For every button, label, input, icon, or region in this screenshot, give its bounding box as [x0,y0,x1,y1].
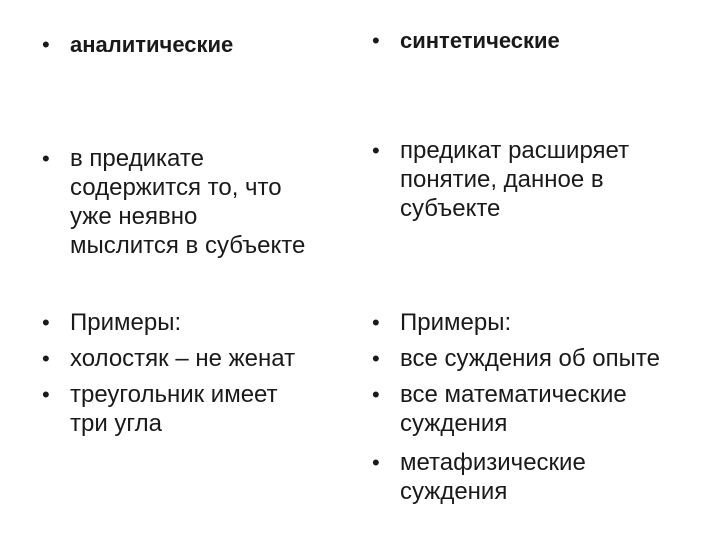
left-heading-item [40,30,233,60]
bullet: • [372,138,380,163]
right-example-2: все математические суждения [400,381,627,437]
bullet: • [42,382,50,407]
right-example-item [370,380,627,438]
bullet: • [372,346,380,371]
left-example-1: холостяк – не женат [70,345,296,372]
bullet: • [372,310,380,335]
left-definition-item [40,144,305,260]
left-example-item [40,380,278,438]
bullet: • [372,28,380,53]
bullet: • [42,146,50,171]
right-example-label-item [370,308,511,338]
right-heading: синтетические [400,28,560,53]
right-definition: предикат расширяет понятие, данное в субъекте [400,137,630,222]
right-example-item [370,344,660,374]
bullet: • [42,32,50,57]
bullet: • [372,382,380,407]
bullet: • [42,346,50,371]
left-definition: в предикате содержится то, что уже неявно мыслится в субъекте [70,145,306,259]
right-heading-item [370,26,560,56]
left-heading: аналитические [70,32,234,57]
right-example-item [370,448,586,506]
left-example-label: Примеры: [70,309,182,336]
right-example-1: все суждения об опыте [400,345,660,372]
left-example-item [40,344,295,374]
right-example-label: Примеры: [400,309,512,336]
bullet: • [372,450,380,475]
left-example-label-item [40,308,181,338]
right-example-3: метафизические суждения [400,449,586,505]
right-definition-item [370,136,629,223]
left-example-2: треугольник имеет три угла [70,381,278,437]
bullet: • [42,310,50,335]
